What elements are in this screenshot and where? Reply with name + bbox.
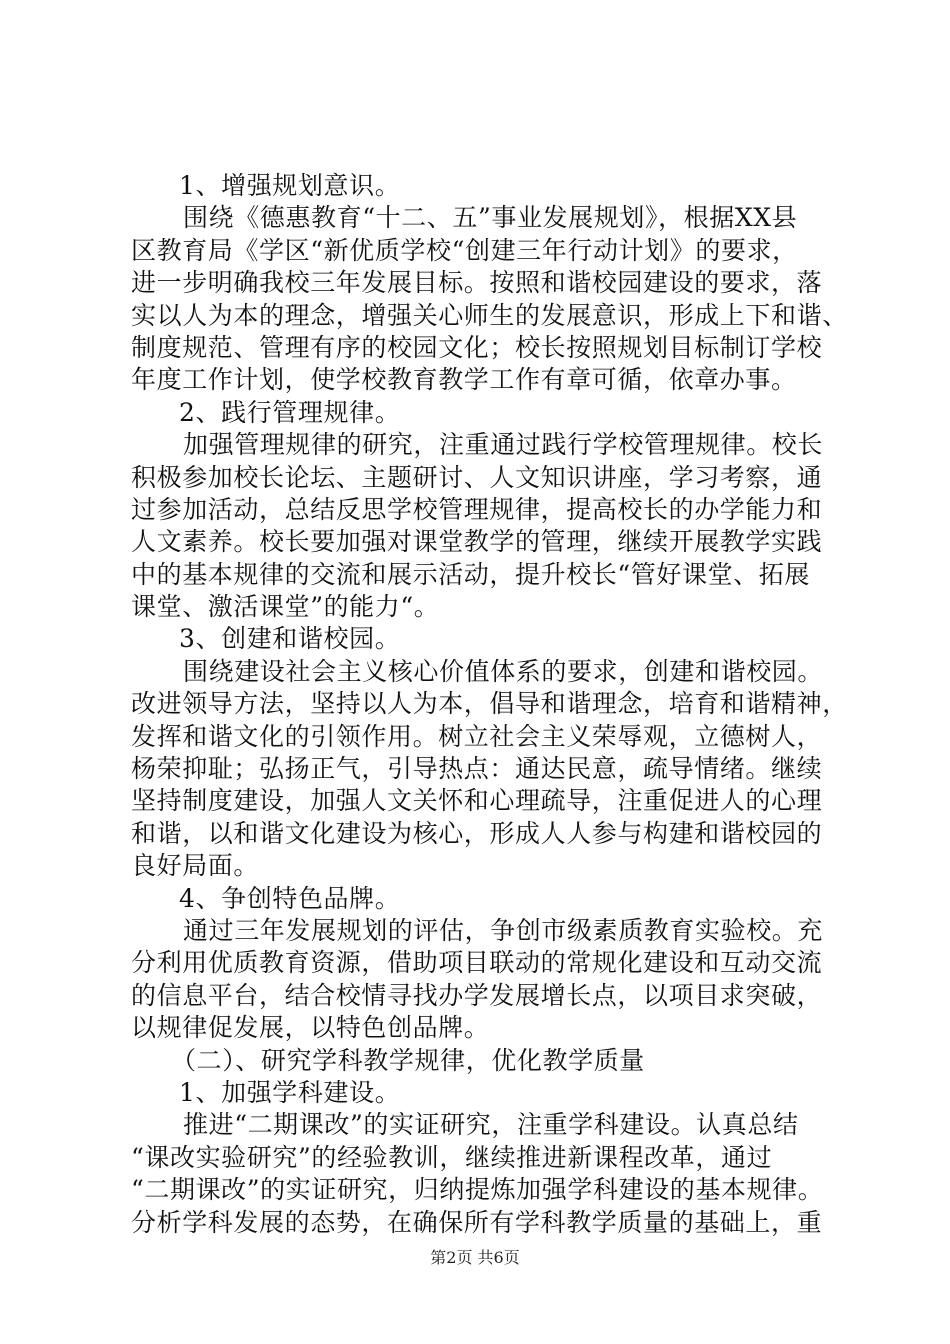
text-line: 制度规范、管理有序的校园文化；校长按照规划目标制订学校 — [131, 332, 823, 362]
section-heading: 1、加强学科建设。 — [179, 1077, 401, 1107]
text-line: 年度工作计划，使学校教育教学工作有章可循，依章办事。 — [131, 365, 797, 395]
text-line: 通过三年发展规划的评估，争创市级素质教育实验校。充 — [183, 915, 824, 945]
text-line: 分利用优质教育资源，借助项目联动的常规化建设和互动交流 — [131, 948, 823, 978]
section-heading: 2、践行管理规律。 — [179, 397, 401, 427]
text-line: 积极参加校长论坛、主题研讨、人文知识讲座，学习考察，通 — [131, 462, 823, 492]
text-line: 以规律促发展，以特色创品牌。 — [131, 1013, 490, 1043]
text-line: 和谐，以和谐文化建设为核心，形成人人参与构建和谐校园的 — [131, 818, 823, 848]
text-line: 推进“二期课改”的实证研究，注重学科建设。认真总结 — [183, 1110, 799, 1140]
section-heading: （二）、研究学科教学规律，优化教学质量 — [171, 1045, 645, 1075]
section-heading: 4、争创特色品牌。 — [179, 883, 401, 913]
text-line: 人文素养。校长要加强对课堂教学的管理，继续开展教学实践 — [131, 527, 823, 557]
text-line: 过参加活动，总结反思学校管理规律，提高校长的办学能力和 — [131, 494, 823, 524]
document-body — [131, 170, 848, 1239]
text-line: 课堂、激活课堂”的能力“。 — [131, 592, 440, 622]
text-line: “课改实验研究”的经验教训，继续推进新课程改革，通过 — [131, 1142, 773, 1172]
text-line: 坚持制度建设，加强人文关怀和心理疏导，注重促进人的心理 — [131, 786, 823, 816]
text-line: 分析学科发展的态势，在确保所有学科教学质量的基础上，重 — [131, 1207, 823, 1237]
text-line: 围绕建设社会主义核心价值体系的要求，创建和谐校园。 — [183, 656, 824, 686]
text-line: 实以人为本的理念，增强关心师生的发展意识，形成上下和谐、 — [131, 300, 848, 330]
text-line: 围绕《德惠教育“十二、五”事业发展规划》，根据XX县 — [183, 203, 798, 233]
text-line: “二期课改”的实证研究，归纳提炼加强学科建设的基本规律。 — [131, 1175, 824, 1205]
section-heading: 3、创建和谐校园。 — [179, 624, 401, 654]
page-footer: 第2页 共6页 — [430, 1248, 520, 1267]
text-line: 区教育局《学区“新优质学校“创建三年行动计划》的要求， — [131, 235, 798, 265]
text-line: 发挥和谐文化的引领作用。树立社会主义荣辱观，立德树人， — [131, 721, 823, 751]
text-line: 中的基本规律的交流和展示活动，提升校长“管好课堂、拓展 — [131, 559, 810, 589]
text-line: 的信息平台，结合校情寻找办学发展增长点，以项目求突破， — [131, 980, 823, 1010]
text-line: 进一步明确我校三年发展目标。按照和谐校园建设的要求，落 — [131, 268, 823, 298]
text-line: 改进领导方法，坚持以人为本，倡导和谐理念，培育和谐精神， — [131, 689, 848, 719]
text-line: 杨荣抑耻；弘扬正气，引导热点：通达民意，疏导情绪。继续 — [131, 754, 823, 784]
text-line: 加强管理规律的研究，注重通过践行学校管理规律。校长 — [183, 430, 824, 460]
text-line: 良好局面。 — [131, 851, 260, 881]
section-heading: 1、增强规划意识。 — [179, 171, 401, 200]
